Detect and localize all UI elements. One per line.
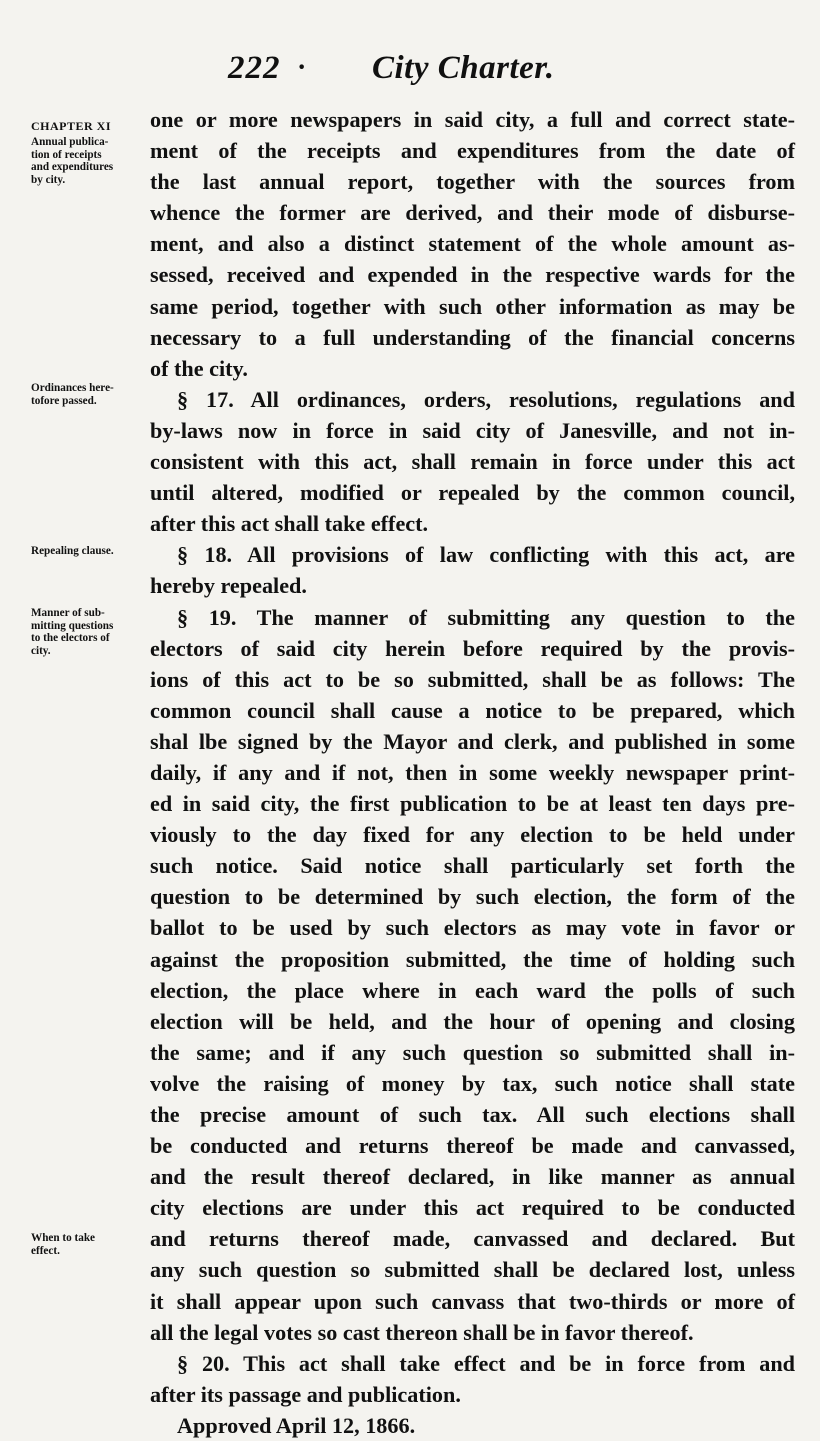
text-line: ment of the receipts and expenditures from the date of bbox=[150, 138, 795, 164]
chapter-label: CHAPTER XI bbox=[31, 119, 112, 133]
section-18-heading-line: § 18. All provisions of law conflicting with this act, are bbox=[177, 542, 795, 568]
section-17-heading-line: § 17. All ordinances, orders, resolutions, regulations and bbox=[177, 386, 795, 412]
text-line: any such question so submitted shall be declared lost, unless bbox=[150, 1257, 795, 1283]
margin-note-line: Annual publica- bbox=[31, 136, 109, 148]
running-head bbox=[0, 50, 820, 100]
text-line: the same; and if any such question so submitted shall in- bbox=[150, 1039, 795, 1065]
text-line: until altered, modified or repealed by the common council, bbox=[150, 480, 795, 506]
margin-note-line: effect. bbox=[31, 1244, 60, 1257]
margin-note-line: city. bbox=[31, 644, 51, 657]
margin-note-line: tofore passed. bbox=[31, 394, 97, 407]
text-line: daily, if any and if not, then in some weekly newspaper print- bbox=[150, 759, 795, 785]
running-title: City Charter. bbox=[372, 50, 555, 86]
margin-note-line: and expenditures bbox=[31, 161, 114, 174]
text-line: after its passage and publication. bbox=[150, 1381, 461, 1407]
text-line: same period, together with such other information as may be bbox=[150, 293, 795, 319]
text-line: after this act shall take effect. bbox=[150, 511, 429, 537]
text-line: ment, and also a distinct statement of the whole amount as- bbox=[150, 231, 795, 257]
text-line: by-laws now in force in said city of Janesville, and not in- bbox=[150, 417, 795, 443]
text-line: whence the former are derived, and their mode of disburse- bbox=[150, 200, 795, 226]
text-line: ballot to be used by such electors as may vote in favor or bbox=[150, 915, 795, 941]
page-number: 222 bbox=[228, 50, 281, 86]
margin-note-line: tion of receipts bbox=[31, 148, 102, 161]
margin-note-line: When to take bbox=[31, 1232, 96, 1244]
margin-note-manner-of-submitting bbox=[31, 607, 149, 657]
margin-note-line: Manner of sub- bbox=[31, 607, 105, 619]
margin-note-ordinances bbox=[31, 382, 149, 407]
margin-note-when-to-take-effect bbox=[31, 1232, 149, 1257]
text-line: necessary to a full understanding of the financial concerns bbox=[150, 324, 795, 350]
text-line: the precise amount of such tax. All such elections shall bbox=[150, 1102, 795, 1127]
text-line: and the result thereof declared, in like manner as annual bbox=[150, 1164, 795, 1190]
margin-note-annual-publication bbox=[31, 136, 149, 186]
text-line: of the city. bbox=[150, 355, 248, 381]
text-line: it shall appear upon such canvass that two-thirds or more of bbox=[150, 1288, 795, 1314]
margin-note-repealing-clause bbox=[31, 545, 149, 558]
body-text bbox=[150, 104, 795, 1441]
text-line: consistent with this act, shall remain in force under this act bbox=[150, 449, 795, 475]
text-line: election will be held, and the hour of opening and closing bbox=[150, 1008, 795, 1034]
header-separator: · bbox=[297, 52, 307, 83]
text-line: all the legal votes so cast thereon shall be in favor thereof. bbox=[150, 1319, 694, 1345]
text-line: election, the place where in each ward the polls of such bbox=[150, 977, 795, 1003]
margin-note-line: by city. bbox=[31, 173, 66, 186]
margin-note-line: mitting questions bbox=[31, 619, 114, 632]
text-line: viously to the day fixed for any election to be held under bbox=[150, 822, 795, 848]
text-line: city elections are under this act required to be conducted bbox=[150, 1195, 795, 1221]
text-line: ed in said city, the first publication to be at least ten days pre- bbox=[150, 791, 795, 817]
margin-note-line: Repealing clause. bbox=[31, 545, 114, 557]
section-19-heading-line: § 19. The manner of submitting any question to the bbox=[177, 604, 795, 630]
text-line: the last annual report, together with the sources from bbox=[150, 169, 795, 195]
text-line: such notice. Said notice shall particularly set forth the bbox=[150, 853, 795, 879]
section-20-heading-line: § 20. This act shall take effect and be in force from and bbox=[177, 1350, 795, 1376]
text-line: question to be determined by such election, the form of the bbox=[150, 884, 795, 910]
text-line: electors of said city herein before required by the provis- bbox=[150, 635, 795, 661]
text-line: volve the raising of money by tax, such notice shall state bbox=[150, 1070, 795, 1096]
text-line: and returns thereof made, canvassed and declared. But bbox=[150, 1226, 795, 1252]
margin-note-line: Ordinances here- bbox=[31, 382, 114, 394]
text-line: sessed, received and expended in the respective wards for the bbox=[150, 262, 795, 288]
text-line: common council shall cause a notice to be prepared, which bbox=[150, 697, 795, 723]
text-line: against the proposition submitted, the time of holding such bbox=[150, 946, 795, 972]
text-line: shal lbe signed by the Mayor and clerk, and published in some bbox=[150, 728, 795, 754]
approval-date-line: Approved April 12, 1866. bbox=[177, 1412, 416, 1438]
margin-note-line: to the electors of bbox=[31, 632, 110, 645]
text-line: ions of this act to be so submitted, shall be as follows: The bbox=[150, 666, 795, 692]
text-line: hereby repealed. bbox=[150, 573, 307, 599]
text-line: be conducted and returns thereof be made and canvassed, bbox=[150, 1133, 795, 1159]
text-line: one or more newspapers in said city, a full and correct state- bbox=[150, 107, 795, 132]
